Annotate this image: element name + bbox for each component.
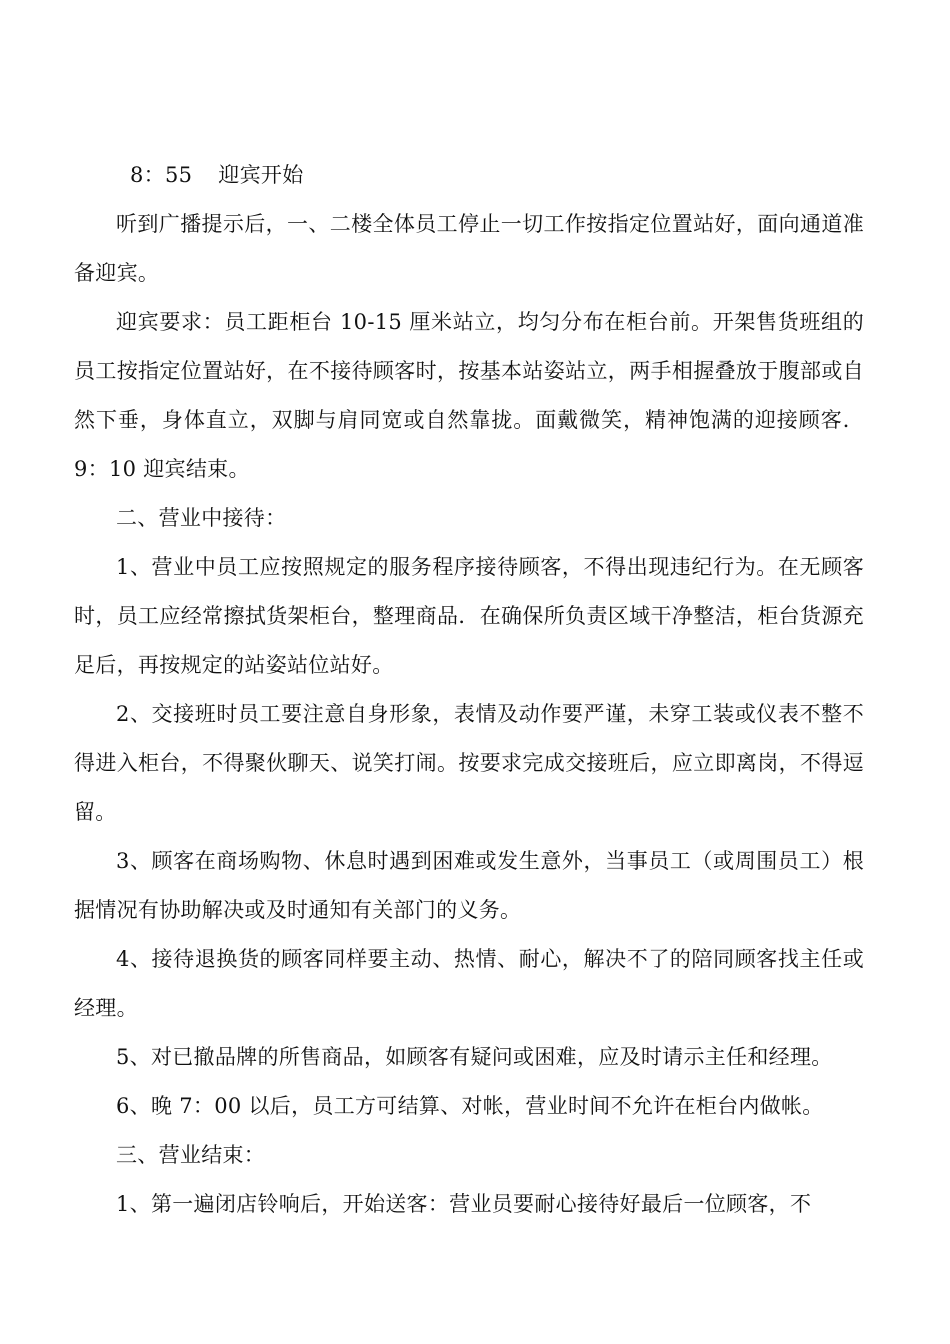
paragraph-item-1: 1、营业中员工应按照规定的服务程序接待顾客，不得出现违纪行为。在无顾客时，员工应经常擦拭货架柜台，整理商品．在确保所负责区域干净整洁，柜台货源充足后，再按规定的站姿站位站好。: [74, 555, 864, 677]
paragraph-broadcast: 听到广播提示后，一、二楼全体员工停止一切工作按指定位置站好，面向通道准备迎宾。: [74, 212, 864, 285]
paragraph-welcome-requirements: 迎宾要求：员工距柜台 10-15 厘米站立，均匀分布在柜台前。开架售货班组的员工按指定位置站好，在不接待顾客时，按基本站姿站立，两手相握叠放于腹部或自然下垂，身体直立，双脚与肩同宽或自然靠拢。面戴微笑，精神饱满的迎接顾客．9：10 迎宾结束。: [74, 310, 864, 481]
paragraph-item-6: 6、晚 7：00 以后，员工方可结算、对帐，营业时间不允许在柜台内做帐。: [116, 1094, 824, 1118]
paragraph-item-4: 4、接待退换货的顾客同样要主动、热情、耐心，解决不了的陪同顾客找主任或经理。: [74, 947, 864, 1020]
paragraph-item-5: 5、对已撤品牌的所售商品，如顾客有疑问或困难，应及时请示主任和经理。: [116, 1045, 833, 1069]
schedule-time: 8：55: [130, 163, 193, 187]
document-body: [74, 151, 864, 1229]
section-heading-in-business: 二、营业中接待：: [116, 506, 287, 530]
schedule-label: 迎宾开始: [218, 163, 304, 187]
schedule-heading: [74, 151, 864, 200]
paragraph-item-3: 3、顾客在商场购物、休息时遇到困难或发生意外，当事员工（或周围员工）根据情况有协助解决或及时通知有关部门的义务。: [74, 849, 864, 922]
section-heading-closing: 三、营业结束：: [116, 1143, 266, 1167]
paragraph-closing-item-1: 1、第一遍闭店铃响后，开始送客：营业员要耐心接待好最后一位顾客，不: [116, 1192, 812, 1216]
paragraph-item-2: 2、交接班时员工要注意自身形象，表情及动作要严谨，未穿工装或仪表不整不得进入柜台，不得聚伙聊天、说笑打闹。按要求完成交接班后，应立即离岗，不得逗留。: [74, 702, 864, 824]
